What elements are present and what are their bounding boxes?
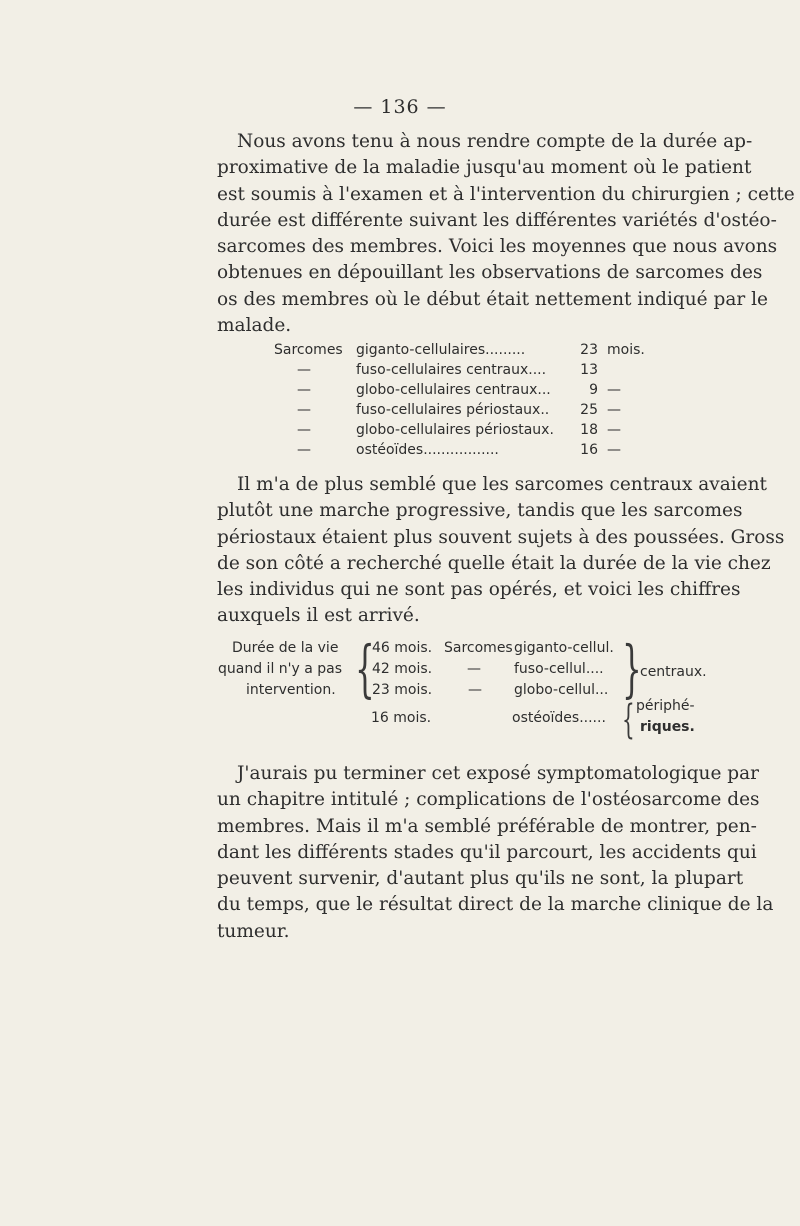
text-line: tumeur. xyxy=(217,920,290,942)
group-central: centraux. xyxy=(640,664,707,680)
row-label: globo-cellulaires centraux... xyxy=(356,382,551,398)
text-line: auxquels il est arrivé. xyxy=(217,605,420,627)
text-line: un chapitre intitulé ; complications de l'ostéosarcome des xyxy=(217,789,760,811)
row-unit: — xyxy=(607,442,621,458)
text-line: Nous avons tenu à nous rendre compte de la durée ap- xyxy=(237,131,753,152)
row-value: 9 xyxy=(589,382,598,398)
type-prefix: — xyxy=(468,682,482,698)
paragraph-progression xyxy=(217,472,785,630)
text-line: obtenues en dépouillant les observations de sarcomes des xyxy=(217,262,763,284)
text-line: J'aurais pu terminer cet exposé symptomatologique par xyxy=(237,763,759,784)
text-line: peuvent survenir, d'autant plus qu'ils ne sont, la plupart xyxy=(217,868,744,890)
paragraph-complications xyxy=(217,761,774,945)
row-value: 16 xyxy=(580,442,598,458)
row-unit: — xyxy=(607,382,621,398)
row-prefix: — xyxy=(297,422,311,438)
left-label-line: quand il n'y a pas xyxy=(218,661,343,677)
text-line: périostaux étaient plus souvent sujets à des poussées. Gross xyxy=(217,526,785,548)
row-prefix: Sarcomes xyxy=(274,342,343,358)
left-brace-small-icon: { xyxy=(622,697,635,743)
text-line: plutôt une marche progressive, tandis que les sarcomes xyxy=(217,500,743,522)
text-line: Il m'a de plus semblé que les sarcomes centraux avaient xyxy=(237,474,767,495)
left-brace-icon: { xyxy=(355,632,375,705)
row-label: ostéoïdes................. xyxy=(356,442,499,458)
right-brace-icon: } xyxy=(622,632,642,705)
row-prefix: — xyxy=(297,362,311,378)
months-value: 16 mois. xyxy=(371,710,432,726)
row-prefix: — xyxy=(297,402,311,418)
row-unit: — xyxy=(607,422,621,438)
text-line: sarcomes des membres. Voici les moyennes que nous avons xyxy=(217,236,778,258)
row-value: 23 xyxy=(580,342,598,358)
text-line: malade. xyxy=(217,315,292,337)
text-line: os des membres où le début était nettement indiqué par le xyxy=(217,288,768,310)
row-prefix: — xyxy=(297,442,311,458)
text-line: du temps, que le résultat direct de la marche clinique de la xyxy=(217,894,774,916)
left-label-line: Durée de la vie xyxy=(232,640,339,656)
months-value: 46 mois. xyxy=(372,640,433,656)
type-prefix: — xyxy=(467,661,481,677)
text-line: membres. Mais il m'a semblé préférable de montrer, pen- xyxy=(217,815,757,837)
type-prefix: Sarcomes xyxy=(444,640,513,656)
paragraph-duration-intro xyxy=(217,129,795,339)
sarcoma-type: globo-cellul... xyxy=(514,682,609,698)
row-unit: — xyxy=(607,402,621,418)
row-unit: mois. xyxy=(607,342,645,358)
left-label-line: intervention. xyxy=(246,682,336,698)
text-line: dant les différents stades qu'il parcourt, les accidents qui xyxy=(217,841,757,863)
months-value: 42 mois. xyxy=(372,661,433,677)
group-peripheral-line: périphé- xyxy=(636,698,695,714)
row-value: 13 xyxy=(580,362,598,378)
group-peripheral-line: riques. xyxy=(640,719,695,735)
row-label: giganto-cellulaires......... xyxy=(356,342,526,358)
text-line: durée est différente suivant les différentes variétés d'ostéo- xyxy=(217,209,777,231)
text-line: de son côté a recherché quelle était la durée de la vie chez xyxy=(217,552,771,574)
sarcoma-type: giganto-cellul. xyxy=(514,640,614,656)
text-line: proximative de la maladie jusqu'au moment où le patient xyxy=(217,157,752,179)
text-line: les individus qui ne sont pas opérés, et voici les chiffres xyxy=(217,579,741,601)
row-value: 25 xyxy=(580,402,598,418)
row-label: globo-cellulaires périostaux. xyxy=(356,422,554,438)
months-value: 23 mois. xyxy=(372,682,433,698)
row-label: fuso-cellulaires centraux.... xyxy=(356,362,547,378)
text-line: est soumis à l'examen et à l'intervention du chirurgien ; cette xyxy=(217,183,795,205)
row-prefix: — xyxy=(297,382,311,398)
sarcoma-type: ostéoïdes...... xyxy=(512,710,606,726)
row-label: fuso-cellulaires périostaux.. xyxy=(356,402,550,418)
sarcoma-type: fuso-cellul.... xyxy=(514,661,604,677)
row-value: 18 xyxy=(580,422,598,438)
page-number: — 136 — xyxy=(353,96,447,118)
